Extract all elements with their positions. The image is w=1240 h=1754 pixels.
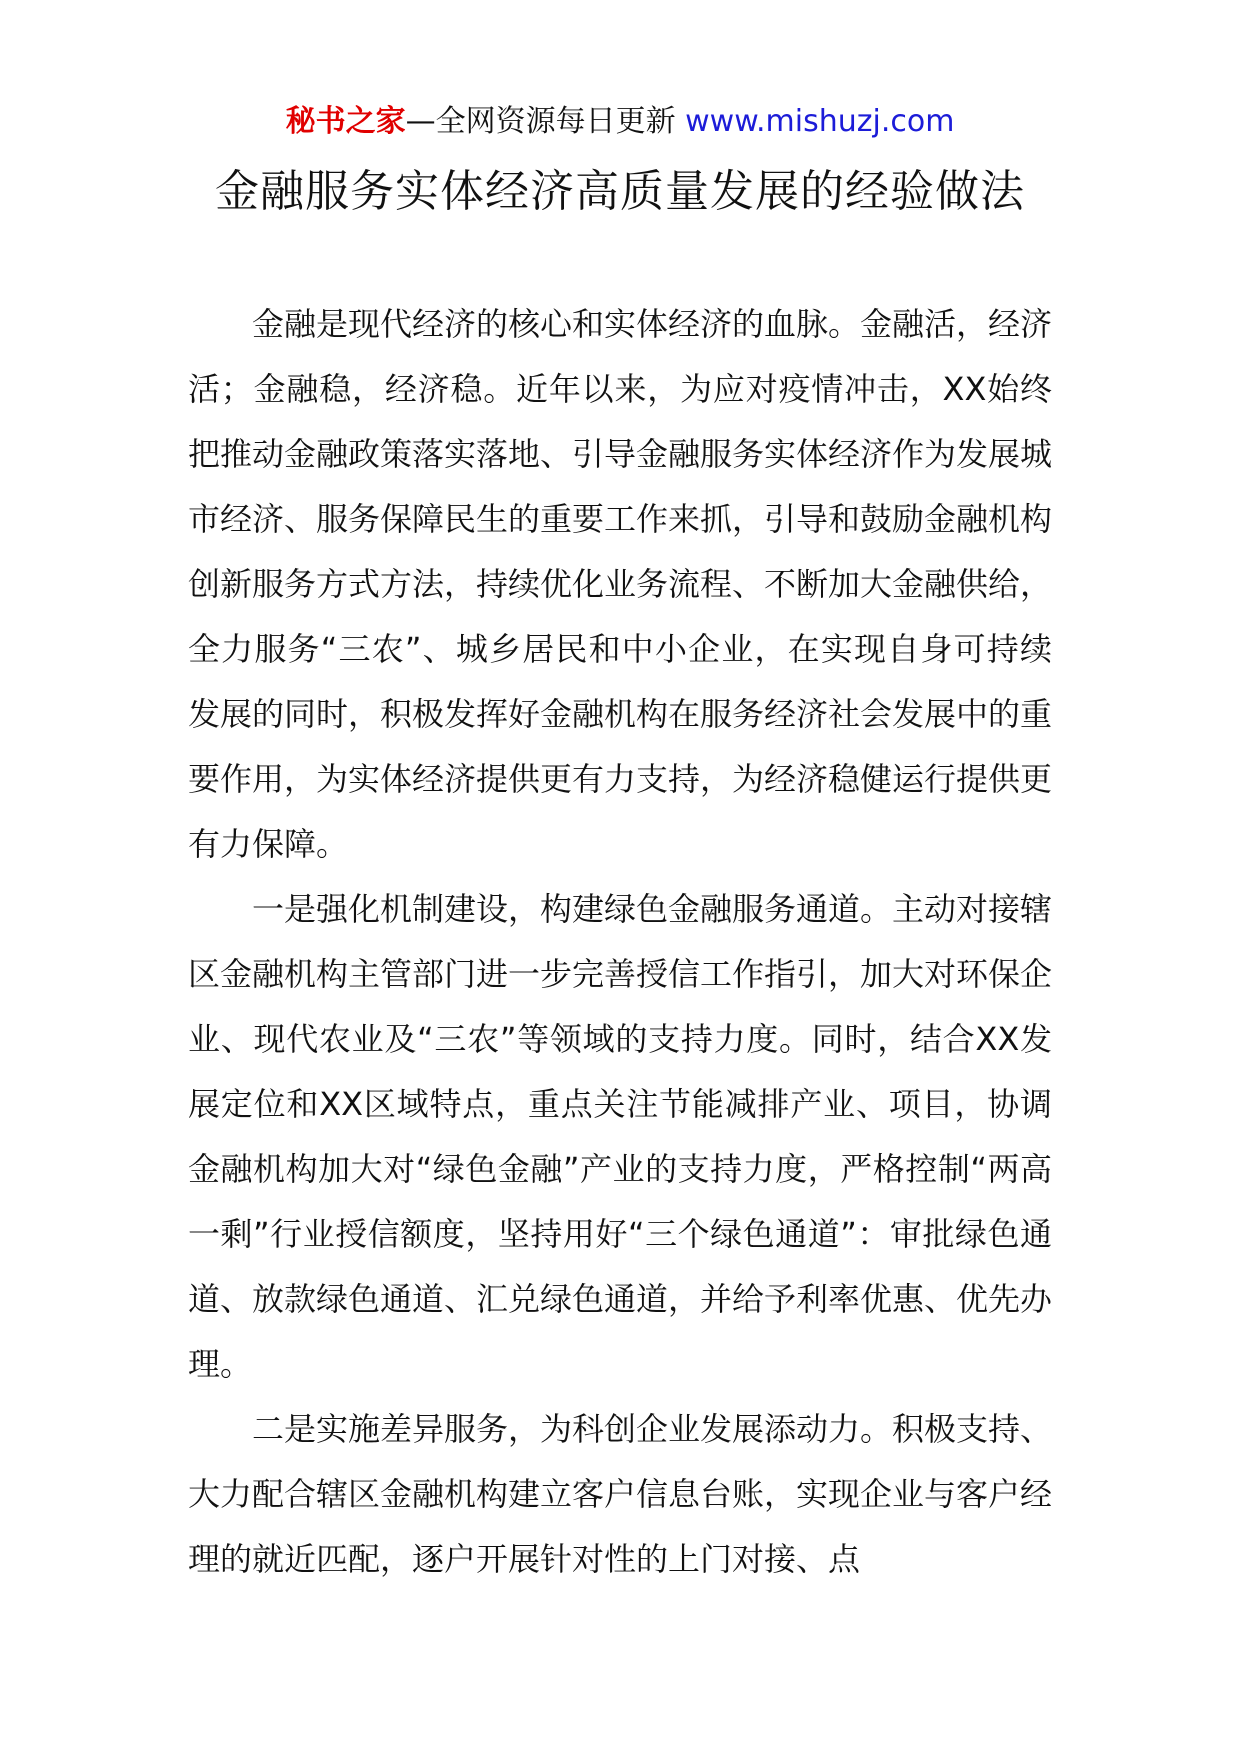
site-slogan: —全网资源每日更新 — [405, 104, 676, 139]
site-header — [0, 102, 1240, 142]
document-body — [188, 292, 1052, 1592]
site-brand: 秘书之家 — [285, 104, 406, 139]
paragraph-mechanism: 一是强化机制建设，构建绿色金融服务通道。主动对接辖区金融机构主管部门进一步完善授信工作指引，加大对环保企业、现代农业及“三农”等领域的支持力度。同时，结合XX发展定位和XX区域特点，重点关注节能减排产业、项目，协调金融机构加大对“绿色金融”产业的支持力度，严格控制“两高一剩”行业授信额度，坚持用好“三个绿色通道”：审批绿色通道、放款绿色通道、汇兑绿色通道，并给予利率优惠、优先办理。 — [188, 890, 1053, 1383]
document-title: 金融服务实体经济高质量发展的经验做法 — [215, 166, 1025, 217]
paragraph-differentiated-service: 二是实施差异服务，为科创企业发展添动力。积极支持、大力配合辖区金融机构建立客户信息台账，实现企业与客户经理的就近匹配，逐户开展针对性的上门对接、点 — [188, 1410, 1053, 1578]
paragraph-intro: 金融是现代经济的核心和实体经济的血脉。金融活，经济活；金融稳，经济稳。近年以来，为应对疫情冲击，XX始终把推动金融政策落实落地、引导金融服务实体经济作为发展城市经济、服务保障民生的重要工作来抓，引导和鼓励金融机构创新服务方式方法，持续优化业务流程、不断加大金融供给，全力服务“三农”、城乡居民和中小企业，在实现自身可持续发展的同时，积极发挥好金融机构在服务经济社会发展中的重要作用，为实体经济提供更有力支持，为经济稳健运行提供更有力保障。 — [188, 305, 1053, 863]
site-url-link[interactable]: www.mishuzj.com — [685, 104, 955, 139]
